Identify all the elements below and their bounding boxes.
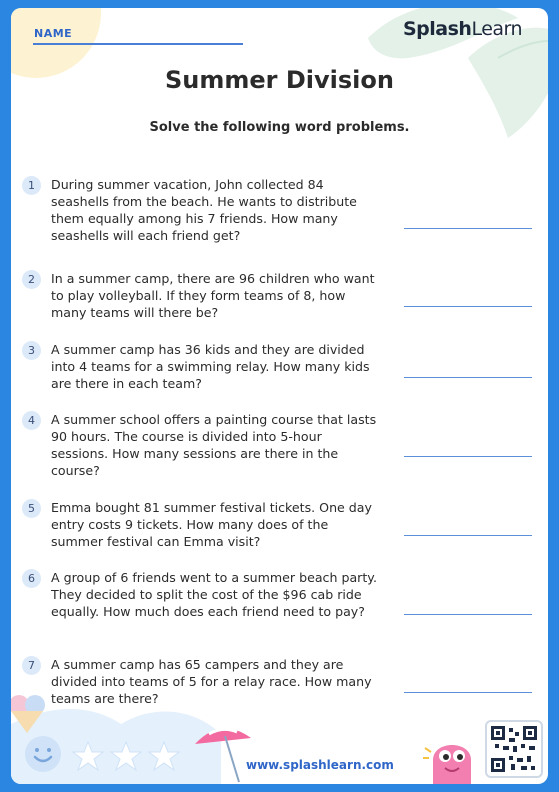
problem-number: 6 [22,569,41,588]
problem-text: A summer camp has 36 kids and they are divided into 4 teams for a swimming relay. How many kids are there in each team? [51,342,370,391]
answer-line[interactable] [404,306,532,307]
problem-number: 4 [22,411,41,430]
problem-text: A group of 6 friends went to a summer beach party. They decided to split the cost of the $96 cab ride equally. How much does each friend need to pay? [51,570,377,619]
problem-number: 3 [22,341,41,360]
star-icon [71,740,181,774]
brand-logo-light: Learn [471,18,523,40]
page-title: Summer Division [165,66,394,94]
monster-mascot-icon [423,730,481,784]
problem-number: 2 [22,270,41,289]
answer-line[interactable] [404,377,532,378]
footer-url[interactable]: www.splashlearn.com [246,758,394,772]
name-input-line[interactable] [33,43,243,45]
qr-code[interactable] [485,720,543,778]
problem-text: During summer vacation, John collected 84 seashells from the beach. He wants to distribute them equally among his 7 friends. How many seashells will each friend get? [51,177,357,243]
answer-line[interactable] [404,614,532,615]
answer-line[interactable] [404,456,532,457]
problem-text: A summer camp has 65 campers and they are divided into teams of 5 for a relay race. How many teams are there? [51,657,372,706]
ice-cream-icon [11,693,49,733]
brand-logo-bold: Splash [403,18,472,40]
smiley-icon [23,734,63,774]
instructions: Solve the following word problems. [149,120,410,135]
problem-number: 1 [22,176,41,195]
problem-number: 7 [22,656,41,675]
answer-line[interactable] [404,535,532,536]
brand-logo [403,18,522,40]
problem-text: A summer school offers a painting course that lasts 90 hours. The course is divided into 5-hour sessions. How many sessions are there in the course? [51,412,377,478]
answer-line[interactable] [404,692,532,693]
problem-text: In a summer camp, there are 96 children who want to play volleyball. If they form teams of 8, how many teams will there be? [51,271,375,320]
problem-text: Emma bought 81 summer festival tickets. One day entry costs 9 tickets. How many does of the summer festival can Emma visit? [51,500,372,549]
worksheet-page [11,8,548,784]
answer-line[interactable] [404,228,532,229]
umbrella-icon [189,720,259,784]
problem-number: 5 [22,499,41,518]
name-label: NAME [34,27,73,40]
qr-code-icon [491,726,537,772]
